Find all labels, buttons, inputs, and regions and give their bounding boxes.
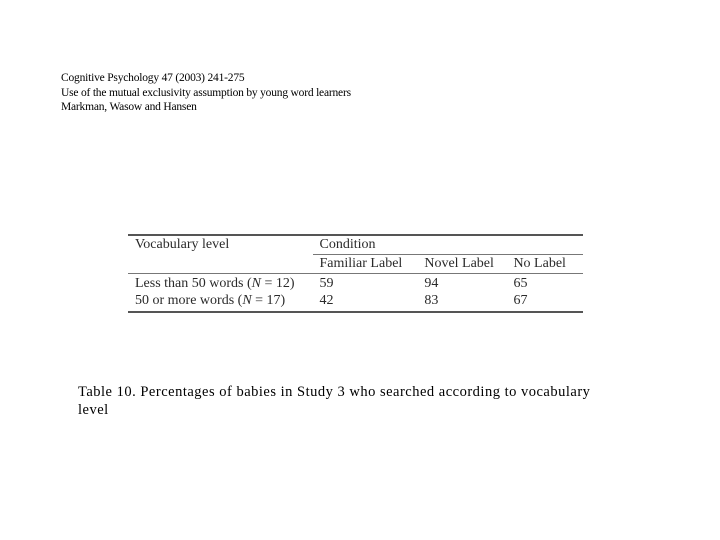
cell-novel-label: 83 <box>417 292 506 312</box>
header-novel-label: Novel Label <box>424 256 494 271</box>
journal-reference: Cognitive Psychology 47 (2003) 241-275 <box>61 72 245 84</box>
row-label-less-than-50: Less than 50 words (N = 12) <box>128 274 313 293</box>
table-header-row-1 <box>128 235 583 255</box>
table-caption: Table 10. Percentages of babies in Study 3 who searched according to vocabulary level <box>78 384 591 418</box>
cell-novel-label: 94 <box>417 274 506 293</box>
cell-no-label: 65 <box>506 274 583 293</box>
table-row <box>128 274 583 293</box>
n-symbol: N <box>251 276 261 291</box>
header-empty-cell <box>128 255 313 274</box>
n-symbol: N <box>242 293 252 308</box>
cell-no-label: 67 <box>506 292 583 312</box>
header-no-label: No Label <box>513 256 566 271</box>
header-familiar-label: Familiar Label <box>319 256 403 271</box>
table-row <box>128 292 583 312</box>
cell-familiar-label: 42 <box>313 292 418 312</box>
header-condition: Condition <box>313 235 584 255</box>
authors: Markman, Wasow and Hansen <box>61 101 197 113</box>
results-table <box>128 234 583 313</box>
citation-block <box>61 71 351 115</box>
row-label-50-or-more: 50 or more words (N = 17) <box>128 292 313 312</box>
article-title: Use of the mutual exclusivity assumption by young word learners <box>61 86 351 99</box>
table-header-row-2 <box>128 255 583 274</box>
cell-familiar-label: 59 <box>313 274 418 293</box>
header-vocabulary-level: Vocabulary level <box>128 235 313 255</box>
